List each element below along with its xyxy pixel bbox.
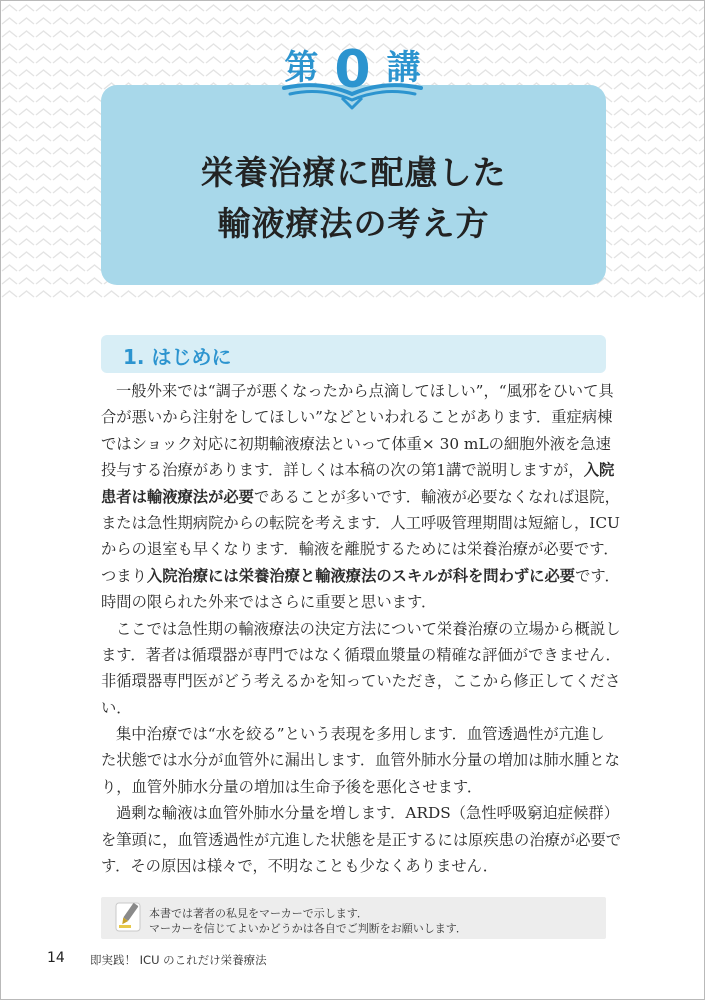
lecture-suffix: 講 [386, 48, 421, 88]
text-run: 一般外来では“調子が悪くなったから点滴してほしい”，“風邪をひいて具 [116, 382, 614, 400]
text-run: い． [101, 698, 132, 717]
text-run: 過剰な輸液は血管外肺水分量を増します．ARDS（急性呼吸窮迫症候群） [116, 804, 619, 823]
text-run: 時間の限られた外来ではさらに重要と思います． [101, 593, 437, 612]
body-line [101, 431, 611, 457]
body-line [101, 642, 621, 668]
note-line-2: マーカーを信じてよいかどうかは各自でご判断をお願いします． [149, 922, 467, 935]
lecture-number: 0 [334, 40, 371, 100]
body-line [101, 378, 614, 404]
lecture-label [0, 40, 705, 100]
text-run: 合が悪いから注射をしてほしい”などといわれることがあります．重症病棟 [101, 408, 613, 427]
body-line [101, 774, 606, 800]
text-run: または急性期病院からの転院を考えます．人工呼吸管理期間は短縮し，ICU [101, 513, 620, 532]
page-title-line-2: 輸液療法の考え方 [217, 204, 490, 243]
marker-pen-icon [115, 900, 141, 934]
body-line [101, 484, 620, 510]
section-heading-bar [101, 335, 606, 373]
note-line-1: 本書では著者の私見をマーカーで示します． [149, 907, 368, 920]
lecture-prefix: 第 [284, 48, 319, 88]
text-run: 非循環器専門医がどう考えるかを知っていただき，ここから修正してくださ [101, 672, 621, 691]
text-run: 投与する治療があります．詳しくは本稿の次の第1講で説明しますが， [101, 461, 584, 480]
text-run: つまり [101, 566, 147, 585]
page-number: 14 [47, 950, 65, 966]
body-line [101, 668, 621, 694]
body-line [101, 747, 620, 773]
bold-emphasis: 患者は輸液療法が必要 [101, 487, 254, 506]
page-title-line-1: 栄養治療に配慮した [200, 153, 507, 192]
bold-emphasis: 入院治療には栄養治療と輸液療法のスキルが科を問わずに必要 [146, 566, 576, 585]
body-line [101, 563, 620, 589]
body-line [101, 457, 615, 483]
text-run: す．その原因は様々で，不明なことも少なくありません． [101, 857, 499, 876]
text-run: ではショック対応に初期輸液療法といって体重× 30 mLの細胞外液を急速 [101, 434, 611, 453]
body-line [101, 510, 620, 536]
text-run: 集中治療では“水を絞る”という表現を多用します．血管透過性が亢進し [116, 725, 605, 744]
text-run: た状態では水分が血管外に漏出します．血管外肺水分量の増加は肺水腫とな [101, 751, 620, 770]
marker-note-box [101, 897, 606, 939]
bold-emphasis: 入院 [583, 461, 615, 480]
body-line [101, 695, 606, 721]
title-panel [101, 85, 606, 285]
text-run: です． [575, 566, 620, 585]
body-text [101, 378, 622, 879]
book-title: 即実践！ ICU のこれだけ栄養療法 [90, 953, 267, 967]
text-run: り，血管外肺水分量の増加は生命予後を悪化させます． [101, 777, 483, 796]
text-run: ます．著者は循環器が専門ではなく循環血漿量の精確な評価ができません． [101, 645, 621, 664]
text-run: であることが多いです．輸液が必要なくなれば退院， [253, 487, 620, 506]
text-run: からの退室も早くなります．輸液を離脱するためには栄養治療が必要です． [101, 540, 619, 559]
text-run: ここでは急性期の輸液療法の決定方法について栄養治療の立場から概説し [116, 619, 621, 638]
body-line [101, 589, 606, 615]
body-line [101, 404, 613, 430]
body-line [101, 536, 619, 562]
text-run: を筆頭に，血管透過性が亢進した状態を是正するには原疾患の治療が必要で [101, 830, 622, 849]
section-heading: 1. はじめに [123, 345, 232, 369]
body-line [101, 616, 621, 642]
body-line [101, 827, 622, 853]
body-line [101, 800, 619, 826]
body-line [101, 853, 606, 879]
body-line [101, 721, 606, 747]
